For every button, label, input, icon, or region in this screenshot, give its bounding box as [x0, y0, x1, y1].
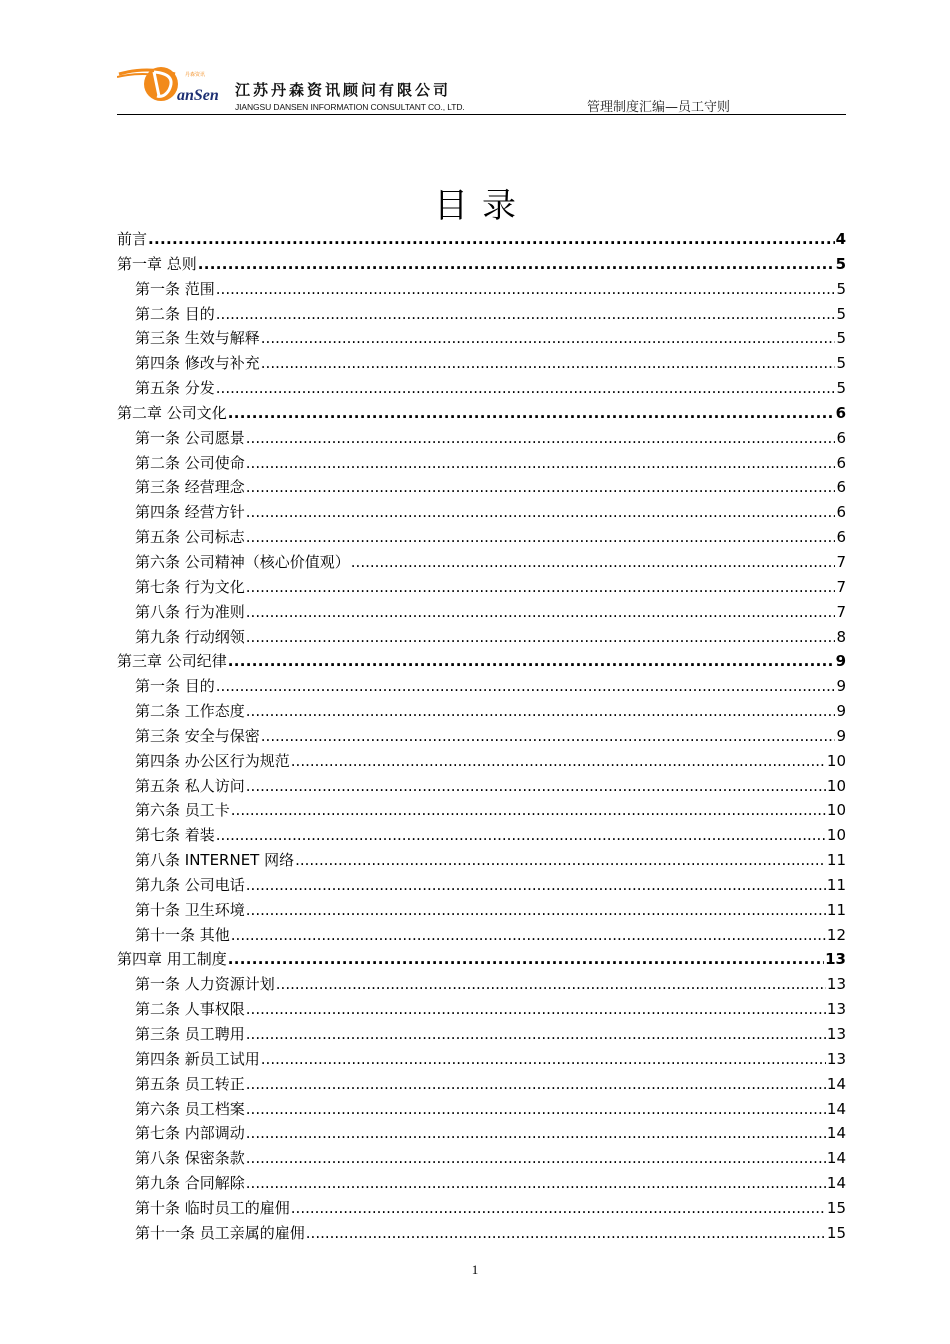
toc-entry-label: 第十条 临时员工的雇佣	[135, 1198, 290, 1217]
toc-entry-page: 9	[836, 677, 846, 696]
toc-entry-page: 6	[835, 403, 846, 422]
toc-entry-page: 15	[826, 1223, 846, 1242]
toc-dot-leader	[261, 351, 836, 376]
toc-dot-leader	[246, 1146, 826, 1171]
toc-entry-label: 第二条 人事权限	[135, 1000, 245, 1019]
toc-dot-leader	[261, 1047, 826, 1072]
toc-dot-leader	[295, 848, 826, 873]
toc-dot-leader	[246, 451, 836, 476]
toc-entry-page: 5	[836, 354, 846, 373]
toc-dot-leader	[351, 550, 836, 575]
toc-entry-label: 第六条 员工档案	[135, 1099, 245, 1118]
toc-entry-label: 第九条 行动纲领	[135, 627, 245, 646]
toc-entry-label: 第八条 INTERNET 网络	[135, 851, 295, 870]
toc-section-entry[interactable]	[117, 426, 846, 451]
toc-entry-page: 14	[826, 1174, 846, 1193]
toc-entry-page: 9	[835, 652, 846, 671]
toc-section-entry[interactable]	[117, 798, 846, 823]
toc-entry-page: 10	[826, 826, 846, 845]
toc-dot-leader	[261, 724, 836, 749]
toc-entry-label: 第三条 生效与解释	[135, 329, 260, 348]
toc-entry-label: 第五条 私人访问	[135, 776, 245, 795]
toc-dot-leader	[291, 1196, 826, 1221]
toc-section-entry[interactable]	[117, 1221, 846, 1246]
toc-entry-label: 第一条 人力资源计划	[135, 975, 275, 994]
toc-entry-label: 第五条 员工转正	[135, 1074, 245, 1093]
toc-dot-leader	[231, 923, 826, 948]
toc-entry-page: 13	[826, 1000, 846, 1019]
toc-section-entry[interactable]	[117, 674, 846, 699]
toc-entry-label: 第六条 公司精神（核心价值观）	[135, 552, 350, 571]
toc-entry-label: 第九条 公司电话	[135, 875, 245, 894]
toc-section-entry[interactable]	[117, 625, 846, 650]
toc-dot-leader	[231, 798, 826, 823]
toc-dot-leader	[246, 625, 836, 650]
toc-section-entry[interactable]	[117, 749, 846, 774]
toc-section-entry[interactable]	[117, 600, 846, 625]
toc-section-entry[interactable]	[117, 277, 846, 302]
toc-dot-leader	[246, 1022, 826, 1047]
toc-entry-page: 6	[836, 528, 846, 547]
toc-entry-page: 6	[836, 503, 846, 522]
toc-entry-label: 第七条 内部调动	[135, 1124, 245, 1143]
toc-entry-page: 13	[826, 1049, 846, 1068]
toc-dot-leader	[246, 898, 826, 923]
toc-section-entry[interactable]	[117, 550, 846, 575]
toc-entry-label: 第四章 用工制度	[117, 950, 227, 969]
toc-dot-leader	[246, 873, 826, 898]
toc-section-entry[interactable]	[117, 575, 846, 600]
toc-title: 目录	[434, 186, 530, 226]
toc-entry-label: 第五条 公司标志	[135, 528, 245, 547]
toc-dot-leader	[198, 252, 835, 277]
toc-dot-leader	[246, 1072, 826, 1097]
toc-section-entry[interactable]	[117, 823, 846, 848]
toc-dot-leader	[228, 947, 824, 972]
toc-entry-label: 第四条 修改与补充	[135, 354, 260, 373]
toc-section-entry[interactable]	[117, 500, 846, 525]
svg-text:anSen: anSen	[177, 87, 219, 104]
toc-entry-label: 第十条 卫生环境	[135, 900, 245, 919]
toc-chapter-entry[interactable]	[117, 947, 846, 972]
toc-entry-label: 第二条 工作态度	[135, 702, 245, 721]
toc-entry-label: 第十一条 员工亲属的雇佣	[135, 1223, 305, 1242]
toc-entry-page: 14	[826, 1124, 846, 1143]
toc-entry-label: 第四条 办公区行为规范	[135, 751, 290, 770]
document-title: 管理制度汇编—员工守则	[586, 100, 730, 115]
toc-entry-label: 第三章 公司纪律	[117, 652, 227, 671]
toc-entry-label: 第三条 员工聘用	[135, 1025, 245, 1043]
toc-entry-page: 4	[835, 230, 846, 248]
toc-chapter-entry[interactable]	[117, 401, 846, 426]
toc-chapter-entry[interactable]	[117, 227, 846, 252]
toc-entry-page: 5	[835, 254, 846, 273]
toc-entry-label: 第六条 员工卡	[135, 801, 230, 820]
toc-entry-page: 13	[825, 950, 846, 969]
toc-entry-page: 14	[826, 1099, 846, 1118]
page-number: 1	[471, 1262, 479, 1277]
toc-dot-leader	[306, 1221, 826, 1246]
toc-entry-page: 11	[826, 900, 846, 919]
toc-entry-page: 6	[836, 428, 846, 447]
toc-dot-leader	[246, 1097, 826, 1122]
toc-entry-label: 第三条 经营理念	[135, 478, 245, 497]
toc-entry-page: 5	[836, 379, 846, 398]
company-name	[235, 79, 465, 112]
toc-entry-page: 7	[836, 602, 846, 621]
toc-entry-page: 15	[826, 1198, 846, 1217]
toc-dot-leader	[216, 277, 836, 302]
toc-dot-leader	[216, 302, 836, 327]
toc-section-entry[interactable]	[117, 774, 846, 799]
company-name-en: JIANGSU DANSEN INFORMATION CONSULTANT CO., LTD.	[235, 102, 465, 112]
toc-section-entry[interactable]	[117, 475, 846, 500]
toc-section-entry[interactable]	[117, 1146, 846, 1171]
toc-section-entry[interactable]	[117, 997, 846, 1022]
toc-section-entry[interactable]	[117, 1022, 846, 1047]
toc-section-entry[interactable]	[117, 1072, 846, 1097]
toc-section-entry[interactable]	[117, 898, 846, 923]
toc-entry-page: 10	[826, 751, 846, 770]
toc-entry-label: 第二章 公司文化	[117, 403, 227, 422]
toc-section-entry[interactable]	[117, 1047, 846, 1072]
toc-entry-label: 前言	[117, 230, 148, 248]
toc-dot-leader	[228, 649, 835, 674]
toc-dot-leader	[246, 575, 836, 600]
toc-entry-page: 13	[826, 1025, 846, 1043]
toc-entry-label: 第八条 保密条款	[135, 1149, 245, 1168]
toc-section-entry[interactable]	[117, 451, 846, 476]
toc-dot-leader	[246, 1171, 826, 1196]
toc-entry-page: 14	[826, 1074, 846, 1093]
svg-text:丹森资讯: 丹森资讯	[185, 72, 206, 78]
header-divider	[117, 114, 846, 115]
toc-entry-page: 5	[836, 329, 846, 348]
toc-dot-leader	[246, 1121, 826, 1146]
page-header	[117, 58, 846, 116]
toc-entry-label: 第七条 着装	[135, 826, 215, 845]
toc-section-entry[interactable]	[117, 923, 846, 948]
dansen-logo	[117, 58, 229, 106]
toc-dot-leader	[261, 326, 836, 351]
toc-section-entry[interactable]	[117, 302, 846, 327]
toc-section-entry[interactable]	[117, 525, 846, 550]
toc-entry-page: 8	[836, 627, 846, 646]
toc-section-entry[interactable]	[117, 873, 846, 898]
toc-dot-leader	[246, 699, 836, 724]
toc-section-entry[interactable]	[117, 724, 846, 749]
toc-section-entry[interactable]	[117, 1097, 846, 1122]
toc-section-entry[interactable]	[117, 1171, 846, 1196]
toc-entry-label: 第十一条 其他	[135, 925, 230, 944]
toc-entry-label: 第三条 安全与保密	[135, 726, 260, 745]
toc-section-entry[interactable]	[117, 1121, 846, 1146]
toc-entry-page: 7	[836, 552, 846, 571]
toc-entry-page: 14	[826, 1149, 846, 1168]
toc-entry-label: 第九条 合同解除	[135, 1174, 245, 1193]
toc-dot-leader	[216, 674, 836, 699]
toc-dot-leader	[216, 823, 826, 848]
toc-section-entry[interactable]	[117, 972, 846, 997]
toc-chapter-entry[interactable]	[117, 649, 846, 674]
toc-entry-label: 第一条 范围	[135, 279, 215, 298]
toc-entry-page: 9	[836, 726, 846, 745]
toc-entry-page: 5	[836, 279, 846, 298]
toc-chapter-entry[interactable]	[117, 252, 846, 277]
company-name-cn: 江苏丹森资讯顾问有限公司	[235, 81, 452, 99]
toc-section-entry[interactable]	[117, 1196, 846, 1221]
toc-entry-label: 第一条 目的	[135, 677, 215, 696]
toc-entry-page: 10	[826, 776, 846, 795]
toc-dot-leader	[246, 500, 836, 525]
toc-entry-label: 第五条 分发	[135, 379, 215, 398]
toc-entry-page: 5	[836, 304, 846, 323]
toc-dot-leader	[246, 774, 826, 799]
toc-entry-page: 9	[836, 702, 846, 721]
toc-entry-label: 第四条 经营方针	[135, 503, 245, 522]
toc-dot-leader	[246, 475, 836, 500]
toc-dot-leader	[246, 600, 836, 625]
toc-dot-leader	[216, 376, 836, 401]
toc-entry-label: 第二条 目的	[135, 304, 215, 323]
toc-entry-page: 12	[826, 925, 846, 944]
toc-entry-page: 6	[836, 478, 846, 497]
toc-section-entry[interactable]	[117, 376, 846, 401]
toc-entry-page: 11	[826, 875, 846, 894]
toc-entry-label: 第四条 新员工试用	[135, 1049, 260, 1068]
toc-section-entry[interactable]	[117, 326, 846, 351]
toc-entry-page: 7	[836, 577, 846, 596]
toc-entry-page: 11	[826, 851, 846, 870]
toc-entry-page: 6	[836, 453, 846, 472]
toc-dot-leader	[291, 749, 826, 774]
toc-entry-page: 10	[826, 801, 846, 820]
table-of-contents	[117, 227, 846, 1246]
toc-entry-page: 13	[826, 975, 846, 994]
toc-entry-label: 第八条 行为准则	[135, 602, 245, 621]
toc-entry-label: 第一章 总则	[117, 254, 197, 273]
toc-section-entry[interactable]	[117, 699, 846, 724]
toc-section-entry[interactable]	[117, 351, 846, 376]
toc-entry-label: 第二条 公司使命	[135, 453, 245, 472]
toc-dot-leader	[276, 972, 826, 997]
toc-entry-label: 第七条 行为文化	[135, 577, 245, 596]
toc-entry-label: 第一条 公司愿景	[135, 428, 245, 447]
toc-dot-leader	[228, 401, 835, 426]
toc-dot-leader	[246, 525, 836, 550]
toc-dot-leader	[148, 227, 835, 252]
toc-dot-leader	[246, 997, 826, 1022]
toc-section-entry[interactable]	[117, 848, 846, 873]
toc-dot-leader	[246, 426, 836, 451]
